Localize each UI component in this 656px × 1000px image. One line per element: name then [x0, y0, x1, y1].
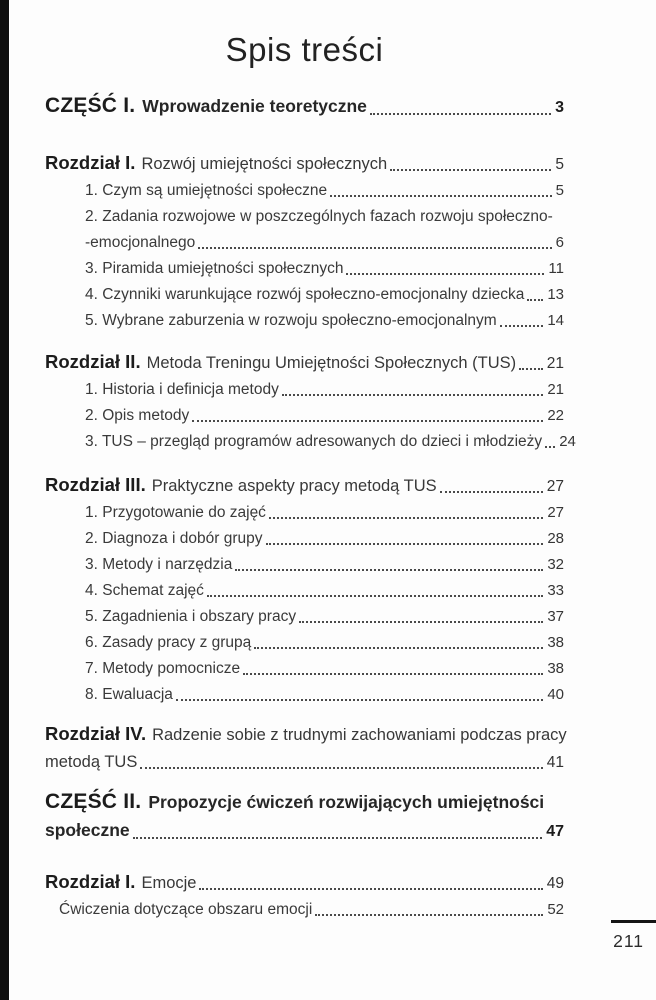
toc-entry [45, 149, 564, 178]
dot-leader [330, 178, 552, 197]
toc-entry [45, 377, 564, 403]
toc-entry-line [85, 604, 564, 630]
toc-entry [45, 788, 564, 846]
toc-entry-line [45, 471, 564, 500]
toc-entry [45, 604, 564, 630]
toc-entry-title: Rozwój umiejętności społecznych [141, 155, 388, 173]
toc-page [45, 0, 576, 923]
dot-leader [254, 630, 543, 649]
page-number: 211 [613, 931, 644, 951]
toc-entry-label: Rozdział III. [45, 474, 146, 495]
toc-entry-line [45, 149, 564, 178]
toc-entry-label: Rozdział I. [45, 152, 136, 173]
dot-leader [140, 749, 542, 769]
toc-entry-page: 22 [547, 407, 564, 424]
dot-leader [176, 682, 543, 701]
scan-spine-bar [0, 0, 9, 1000]
toc-entry-line [85, 178, 564, 204]
toc-entry-page: 38 [547, 634, 564, 651]
toc-entry-title: 1. Czym są umiejętności społeczne [85, 182, 328, 199]
toc-entry-title: 8. Ewaluacja [85, 686, 173, 703]
toc-entry-line [85, 682, 564, 708]
toc-entry-title: Propozycje ćwiczeń rozwijających umiejętności [148, 792, 545, 812]
toc-entry-line [85, 403, 564, 429]
toc-entry-page: 32 [547, 556, 564, 573]
toc-entry-line-2 [45, 749, 564, 776]
toc-entry-line-2 [45, 816, 564, 846]
toc-entry-line [85, 552, 564, 578]
toc-entry-title: Ćwiczenia dotyczące obszaru emocji [59, 901, 313, 918]
toc-entry [45, 630, 564, 656]
dot-leader [266, 526, 544, 545]
toc-entry-title-continued: społeczne [45, 820, 130, 840]
toc-entry-title: 2. Opis metody [85, 407, 190, 424]
toc-entry-title: 4. Czynniki warunkujące rozwój społeczno-emocjonalny dziecka [85, 286, 525, 303]
toc-entry-page: 5 [555, 182, 564, 199]
dot-leader [440, 471, 543, 493]
toc-entry [45, 578, 564, 604]
toc-entry-title: 7. Metody pomocnicze [85, 660, 241, 677]
toc-entry-page: 37 [547, 608, 564, 625]
toc-entry-title: 4. Schemat zajęć [85, 582, 204, 599]
toc-entry [45, 403, 564, 429]
toc-entry-line [45, 720, 567, 749]
toc-entry-title: 1. Przygotowanie do zajęć [85, 504, 266, 521]
toc-entry [45, 552, 564, 578]
toc-entry-page: 52 [547, 901, 564, 918]
toc-entry-line [85, 377, 564, 403]
toc-entry [45, 282, 564, 308]
dot-leader [370, 92, 551, 115]
toc-entry-title: Emocje [141, 874, 197, 892]
toc-entry-page: 47 [546, 823, 564, 840]
toc-entry-line [85, 578, 564, 604]
toc-entry-line [59, 897, 564, 923]
dot-leader [527, 282, 543, 301]
dot-leader [199, 868, 542, 890]
toc-entry-page: 27 [547, 504, 564, 521]
toc-entry-label: CZĘŚĆ II. [45, 790, 142, 813]
toc-entry-label: Rozdział II. [45, 351, 141, 372]
toc-entry-line [45, 92, 564, 122]
toc-entry [45, 471, 564, 500]
dot-leader [282, 377, 543, 396]
toc-entry-line [85, 256, 564, 282]
toc-entry [45, 656, 564, 682]
toc-entry-title: 3. Metody i narzędzia [85, 556, 233, 573]
toc-entry-title: Praktyczne aspekty pracy metodą TUS [151, 477, 437, 495]
toc-entry-title: 3. TUS – przegląd programów adresowanych do dzieci i młodzieży [85, 433, 543, 450]
toc-entry-line [45, 348, 564, 377]
toc-entry-line [85, 526, 564, 552]
toc-entry-title: Radzenie sobie z trudnymi zachowaniami podczas pracy [152, 726, 567, 744]
toc-entry-title: 5. Wybrane zaburzenia w rozwoju społeczno-emocjonalnym [85, 312, 497, 329]
dot-leader [315, 897, 543, 916]
dot-leader [235, 552, 543, 571]
dot-leader [133, 816, 543, 839]
toc-list [45, 92, 576, 923]
toc-entry [45, 526, 564, 552]
toc-entry-page: 38 [547, 660, 564, 677]
toc-entry-page: 49 [546, 875, 564, 892]
toc-entry-title-continued: metodą TUS [45, 753, 138, 771]
toc-entry-page: 41 [546, 754, 564, 771]
footer-rule [611, 920, 656, 923]
toc-entry-page: 33 [547, 582, 564, 599]
toc-entry [45, 868, 564, 897]
toc-entry-line [45, 868, 564, 897]
toc-entry-page: 24 [559, 433, 576, 450]
toc-entry [45, 204, 564, 256]
dot-leader [390, 149, 551, 171]
toc-entry-title: Metoda Treningu Umiejętności Społecznych (TUS) [146, 354, 517, 372]
dot-leader [269, 500, 543, 519]
toc-entry-title: 2. Diagnoza i dobór grupy [85, 530, 263, 547]
dot-leader [192, 403, 543, 422]
toc-entry-line [85, 204, 564, 230]
toc-entry-label: Rozdział I. [45, 871, 136, 892]
dot-leader [519, 348, 543, 370]
toc-entry-label: Rozdział IV. [45, 723, 147, 744]
toc-entry-title: 6. Zasady pracy z grupą [85, 634, 252, 651]
toc-entry-page: 28 [547, 530, 564, 547]
dot-leader [299, 604, 543, 623]
dot-leader [198, 230, 551, 249]
toc-entry-page: 40 [547, 686, 564, 703]
toc-entry-title-continued: -emocjonalnego [85, 234, 196, 251]
toc-entry [45, 92, 564, 122]
toc-entry-line [85, 429, 576, 455]
toc-entry-line [45, 788, 564, 816]
toc-entry [45, 897, 564, 923]
page-title: Spis treści [225, 31, 384, 68]
toc-entry-page: 21 [546, 355, 564, 372]
toc-entry-line [85, 656, 564, 682]
dot-leader [545, 429, 555, 448]
toc-entry-title: 3. Piramida umiejętności społecznych [85, 260, 344, 277]
toc-entry-page: 6 [555, 234, 564, 251]
toc-entry-title: 2. Zadania rozwojowe w poszczególnych fazach rozwoju społeczno- [85, 208, 553, 225]
toc-entry-page: 11 [548, 260, 564, 277]
dot-leader [207, 578, 543, 597]
toc-entry [45, 178, 564, 204]
toc-entry-title: 1. Historia i definicja metody [85, 381, 279, 398]
toc-entry-line [85, 500, 564, 526]
toc-entry [45, 256, 564, 282]
toc-entry-line [85, 282, 564, 308]
toc-entry-page: 27 [546, 478, 564, 495]
toc-entry-page: 5 [555, 156, 564, 173]
dot-leader [243, 656, 543, 675]
dot-leader [500, 308, 544, 327]
toc-entry-label: CZĘŚĆ I. [45, 94, 136, 117]
toc-entry-page: 3 [555, 99, 564, 116]
dot-leader [346, 256, 544, 275]
toc-entry-page: 21 [547, 381, 564, 398]
toc-entry-page: 13 [547, 286, 564, 303]
toc-entry [45, 720, 567, 776]
toc-entry [45, 682, 564, 708]
toc-entry-line [85, 630, 564, 656]
toc-entry-line-2 [85, 230, 564, 256]
toc-entry-line [85, 308, 564, 334]
toc-entry-page: 14 [547, 312, 564, 329]
toc-entry-title: 5. Zagadnienia i obszary pracy [85, 608, 297, 625]
toc-entry [45, 348, 564, 377]
toc-entry [45, 500, 564, 526]
toc-entry-title: Wprowadzenie teoretyczne [142, 96, 367, 116]
toc-entry [45, 429, 576, 455]
toc-entry [45, 308, 564, 334]
